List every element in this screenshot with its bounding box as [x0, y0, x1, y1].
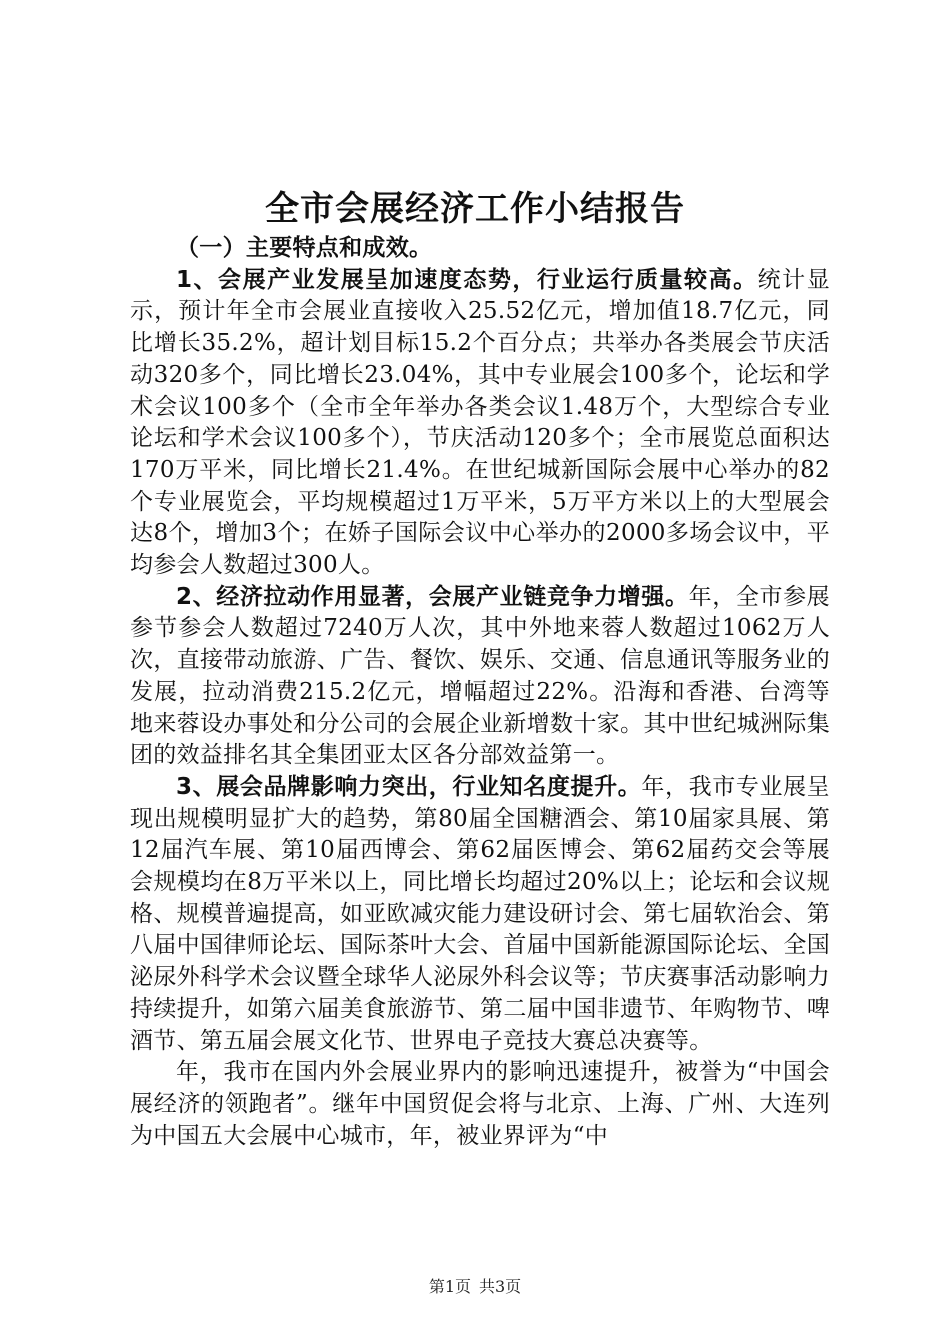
- page-footer: [0, 1277, 950, 1297]
- document-title: 全市会展经济工作小结报告: [265, 189, 685, 229]
- paragraph-lead: 1、会展产业发展呈加速度态势，行业运行质量较高。: [176, 266, 758, 293]
- paragraph-3: [130, 772, 830, 1057]
- page-number: 第1页: [428, 1277, 471, 1296]
- paragraph-text: 年，我市在国内外会展业界内的影响迅速提升，被誉为“中国会展经济的领跑者”。继年中国贸促会将与北京、上海、广州、大连列为中国五大会展中心城市，年，被业界评为“中: [130, 1059, 830, 1149]
- paragraph-text: 统计显示，预计年全市会展业直接收入25.52亿元，增加值18.7亿元，同比增长35.2%，超计划目标15.2个百分点；共举办各类展会节庆活动320多个，同比增长23.04%，其中专业展会100多个，论坛和学术会议100多个（全市全年举办各类会议1.48万个，大型综合专业论坛和学术会议100多个），节庆活动120多个；全市展览总面积达170万平米，同比增长21.4%。在世纪城新国际会展中心举办的82个专业展览会，平均规模超过1万平米，5万平方米以上的大型展会达8个，增加3个；在娇子国际会议中心举办的2000多场会议中，平均参会人数超过300人。: [130, 266, 830, 579]
- page-total: 共3页: [479, 1277, 522, 1296]
- paragraph-text: 年，全市参展参节参会人数超过7240万人次，其中外地来蓉人数超过1062万人次，直接带动旅游、广告、餐饮、娱乐、交通、信息通讯等服务业的发展，拉动消费215.2亿元，增幅超过22%。沿海和香港、台湾等地来蓉设办事处和分公司的会展企业新增数十家。其中世纪城洲际集团的效益排名其全集团亚太区各分部效益第一。: [130, 583, 830, 769]
- paragraph-lead: 3、展会品牌影响力突出，行业知名度提升。: [176, 773, 642, 800]
- document-body: [130, 233, 830, 1152]
- paragraph-2: [130, 582, 830, 772]
- paragraph-1: [130, 265, 830, 582]
- section-heading: （一）主要特点和成效。: [176, 235, 433, 261]
- paragraph-4: [130, 1057, 830, 1152]
- paragraph-text: 年，我市专业展呈现出规模明显扩大的趋势，第80届全国糖酒会、第10届家具展、第12届汽车展、第10届西博会、第62届医博会、第62届药交会等展会规模均在8万平米以上，同比增长均超过20%以上；论坛和会议规格、规模普遍提高，如亚欧减灾能力建设研讨会、第七届软治会、第八届中国律师论坛、国际茶叶大会、首届中国新能源国际论坛、全国泌尿外科学术会议暨全球华人泌尿外科会议等；节庆赛事活动影响力持续提升，如第六届美食旅游节、第二届中国非遗节、年购物节、啤酒节、第五届会展文化节、世界电子竞技大赛总决赛等。: [130, 773, 830, 1054]
- paragraph-lead: 2、经济拉动作用显著，会展产业链竞争力增强。: [176, 583, 689, 610]
